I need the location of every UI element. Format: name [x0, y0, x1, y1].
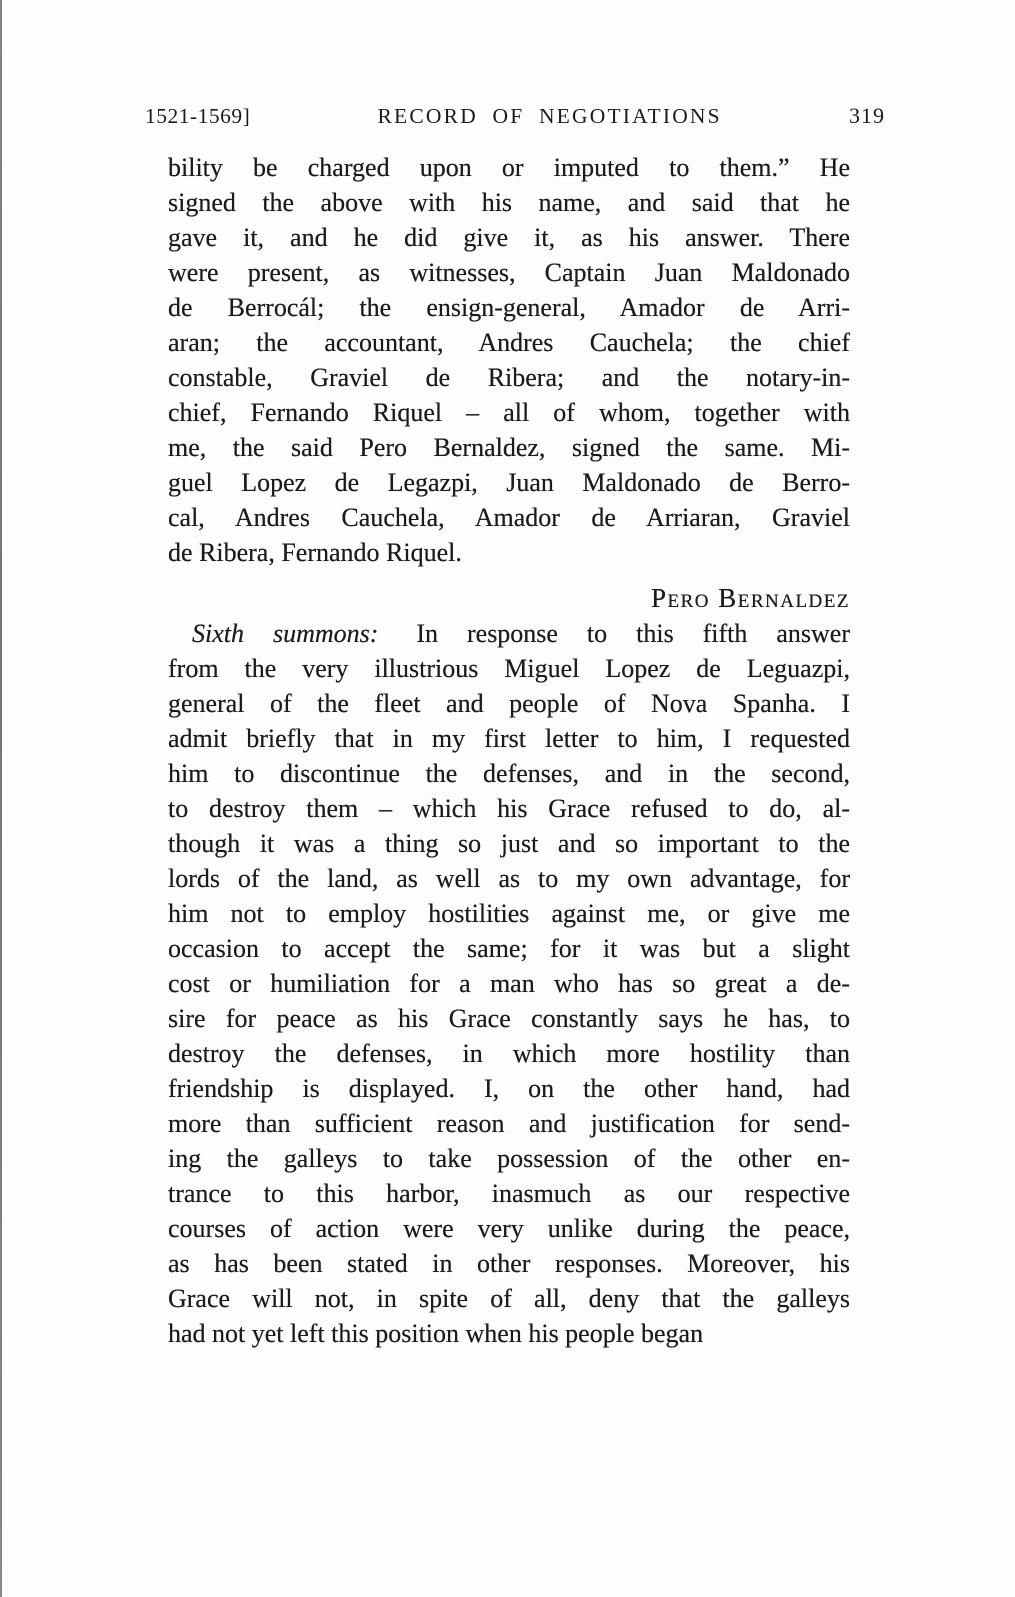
- text-line: him to discontinue the defenses, and in the second,: [168, 759, 850, 788]
- scan-edge-line: [0, 0, 2, 1597]
- text-line: cost or humiliation for a man who has so great a de-: [168, 969, 850, 998]
- text-line: general of the fleet and people of Nova Spanha. I: [168, 689, 850, 718]
- text-line: destroy the defenses, in which more hostility than: [168, 1039, 850, 1068]
- text-line: guel Lopez de Legazpi, Juan Maldonado de Berro-: [168, 468, 850, 497]
- text-line: him not to employ hostilities against me, or give me: [168, 899, 850, 928]
- text-line: ing the galleys to take possession of the other en-: [168, 1144, 850, 1173]
- text-line: cal, Andres Cauchela, Amador de Arriaran, Graviel: [168, 503, 850, 532]
- text-line: sire for peace as his Grace constantly says he has, to: [168, 1004, 850, 1033]
- text-line: de Berrocál; the ensign-general, Amador de Arri-: [168, 293, 850, 322]
- text-line: had not yet left this position when his people began: [168, 1319, 704, 1348]
- text-line: were present, as witnesses, Captain Juan Maldonado: [168, 258, 850, 287]
- text-line: Grace will not, in spite of all, deny that the galleys: [168, 1284, 850, 1313]
- paragraph-first: [168, 150, 850, 570]
- paragraph-lead-rest: In response to this fifth answer: [416, 619, 851, 648]
- text-line: chief, Fernando Riquel – all of whom, together with: [168, 398, 850, 427]
- paragraph-lead-italic: Sixth summons:: [192, 619, 379, 648]
- header-date-range: 1521-1569]: [145, 104, 251, 128]
- text-line: signed the above with his name, and said that he: [168, 188, 850, 217]
- text-line: me, the said Pero Bernaldez, signed the same. Mi-: [168, 433, 850, 462]
- text-line: constable, Graviel de Ribera; and the notary-in-: [168, 363, 850, 392]
- text-line: more than sufficient reason and justification for send-: [168, 1109, 850, 1138]
- text-line: from the very illustrious Miguel Lopez de Leguazpi,: [168, 654, 850, 683]
- text-line: admit briefly that in my first letter to him, I requested: [168, 724, 850, 753]
- text-line: friendship is displayed. I, on the other hand, had: [168, 1074, 850, 1103]
- text-line: though it was a thing so just and so important to the: [168, 829, 850, 858]
- signature-line: Pero Bernaldez: [650, 583, 850, 613]
- text-line: trance to this harbor, inasmuch as our respective: [168, 1179, 850, 1208]
- text-line: bility be charged upon or imputed to them.” He: [168, 153, 850, 182]
- text-line: courses of action were very unlike during the peace,: [168, 1214, 850, 1243]
- text-body: [168, 150, 850, 1351]
- text-line: lords of the land, as well as to my own advantage, for: [168, 864, 850, 893]
- text-line: as has been stated in other responses. Moreover, his: [168, 1249, 850, 1278]
- paragraph-sixth-summons: [168, 616, 850, 1351]
- header-title: RECORD OF NEGOTIATIONS: [377, 104, 722, 128]
- text-line: gave it, and he did give it, as his answer. There: [168, 223, 850, 252]
- text-line: occasion to accept the same; for it was but a slight: [168, 934, 850, 963]
- text-line: [168, 616, 850, 651]
- text-line: aran; the accountant, Andres Cauchela; the chief: [168, 328, 850, 357]
- text-line: de Ribera, Fernando Riquel.: [168, 538, 462, 567]
- header-page-number: 319: [849, 103, 885, 128]
- running-header: [145, 103, 885, 129]
- text-line: to destroy them – which his Grace refused to do, al-: [168, 794, 850, 823]
